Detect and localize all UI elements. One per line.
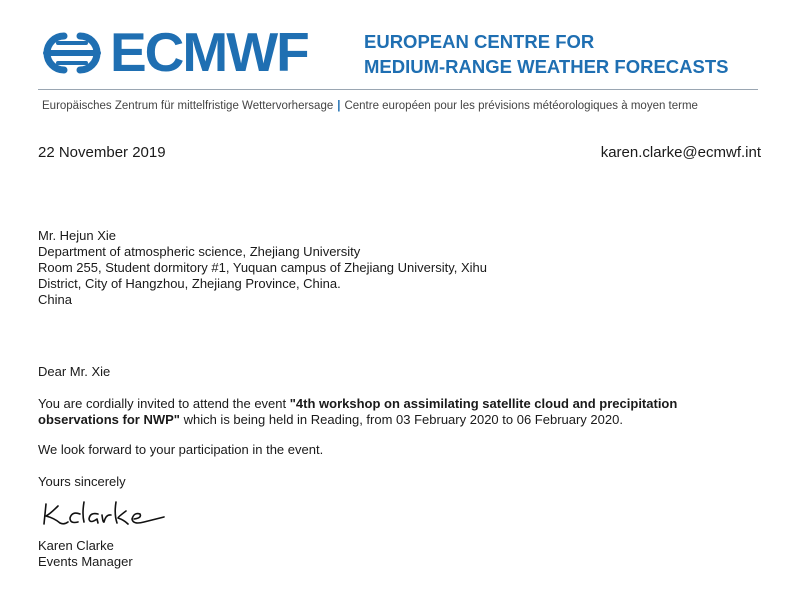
logo-wordmark: ECMWF — [110, 21, 308, 83]
event-name: "4th workshop on assimilating satellite cloud and precipitation observations for NWP" — [38, 396, 678, 427]
org-name-line-2: MEDIUM-RANGE WEATHER FORECASTS — [364, 56, 729, 77]
recipient-country: China — [38, 292, 72, 307]
forward-paragraph: We look forward to your participation in the event. — [38, 442, 324, 457]
subtitle-french: Centre européen pour les prévisions météorologiques à moyen terme — [344, 100, 698, 112]
recipient-address — [38, 228, 487, 308]
closing: Yours sincerely — [38, 474, 126, 489]
recipient-address-line: Room 255, Student dormitory #1, Yuquan campus of Zhejiang University, Xihu — [38, 260, 487, 275]
invite-intro: You are cordially invited to attend the event — [38, 396, 290, 411]
invite-details: which is being held in Reading, from 03 February 2020 to 06 February 2020. — [179, 412, 623, 427]
ecmwf-logo — [38, 21, 313, 83]
subtitle-german: Europäisches Zentrum für mittelfristige Wettervorhersage — [42, 100, 334, 112]
recipient-address-line: District, City of Hangzhou, Zhejiang Province, China. — [38, 276, 341, 291]
signer-name: Karen Clarke — [38, 538, 114, 553]
invitation-paragraph — [38, 396, 728, 428]
org-name-line-1: EUROPEAN CENTRE FOR — [364, 31, 595, 52]
header-divider — [38, 89, 758, 90]
salutation: Dear Mr. Xie — [38, 364, 111, 379]
signature — [40, 494, 170, 530]
ecmwf-swirl-icon — [38, 28, 106, 78]
recipient-name: Mr. Hejun Xie — [38, 228, 117, 243]
sender-email: karen.clarke@ecmwf.int — [600, 144, 761, 161]
recipient-department: Department of atmospheric science, Zhejiang University — [38, 244, 361, 259]
letter-date: 22 November 2019 — [38, 144, 166, 161]
signer-block — [38, 538, 133, 570]
signer-title: Events Manager — [38, 554, 133, 569]
letterhead-subtitle — [42, 101, 698, 113]
subtitle-separator: | — [337, 100, 341, 112]
